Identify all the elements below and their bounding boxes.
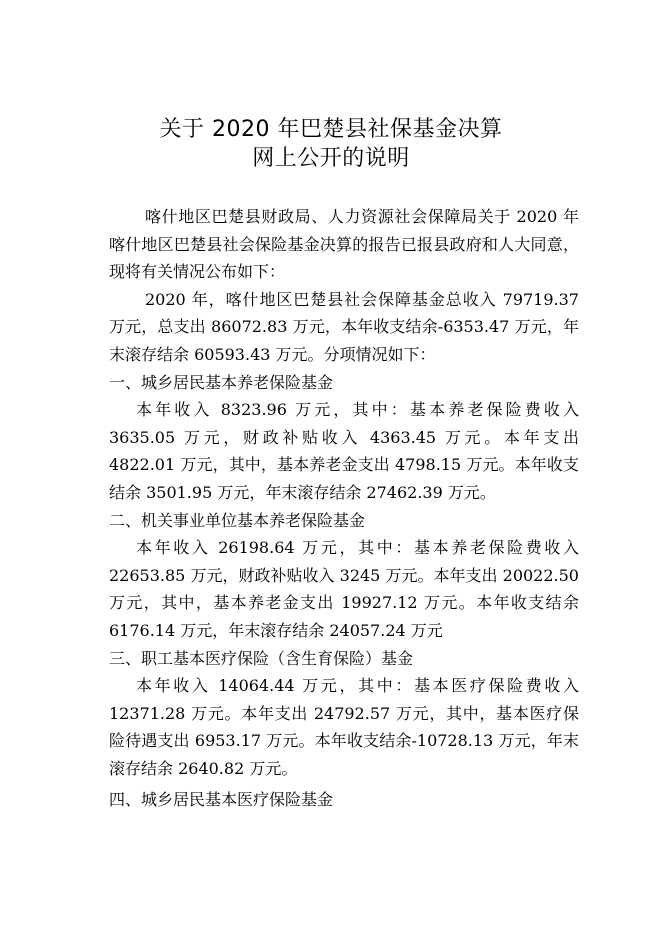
intro-paragraph: 喀什地区巴楚县财政局、人力资源社会保障局关于 2020 年喀什地区巴楚县社会保险基金决算的报告已报县政府和人大同意，现将有关情况公布如下： [109,207,579,282]
summary-paragraph: 2020 年，喀什地区巴楚县社会保障基金总收入 79719.37 万元，总支出 86072.83 万元，本年收支结余-6353.47 万元，年末滚存结余 60593.43 万元。分项情况如下： [109,289,579,364]
document-title-line-2: 网上公开的说明 [252,146,410,171]
section-heading-3: 三、职工基本医疗保险（含生育保险）基金 [109,648,414,668]
section-heading-4: 四、城乡居民基本医疗保险基金 [109,790,334,810]
document-title-line-1: 关于 2020 年巴楚县社保基金决算 [159,117,503,142]
document-body [109,203,579,814]
section-heading-1: 一、城乡居民基本养老保险基金 [109,372,334,392]
section-text-1: 本年收入 8323.96 万元，其中：基本养老保险费收入 3635.05 万元，财政补贴收入 4363.45 万元。本年支出 4822.01 万元，其中，基本养老金支出 4798.15 万元。本年收支结余 3501.95 万元，年末滚存结余 27462.39 万元。 [109,400,579,502]
section-text-2: 本年收入 26198.64 万元，其中：基本养老保险费收入 22653.85 万元，财政补贴收入 3245 万元。本年支出 20022.50 万元，其中，基本养老金支出 19927.12 万元。本年收支结余 6176.14 万元，年末滚存结余 24057.24 万元 [109,538,579,640]
section-text-3: 本年收入 14064.44 万元，其中：基本医疗保险费收入 12371.28 万元。本年支出 24792.57 万元，其中，基本医疗保险待遇支出 6953.17 万元。本年收支结余-10728.13 万元，年末滚存结余 2640.82 万元。 [109,676,579,778]
section-heading-2: 二、机关事业单位基本养老保险基金 [109,510,366,530]
